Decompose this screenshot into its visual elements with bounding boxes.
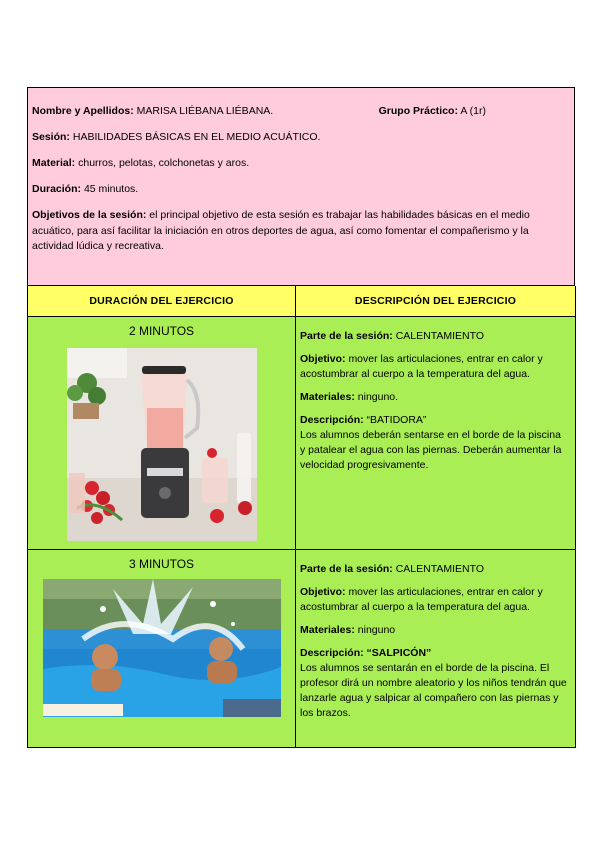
practice-group: Grupo Práctico: A (1r) bbox=[378, 105, 486, 117]
duration-row: Duración: 45 minutos. bbox=[32, 183, 139, 195]
exercise-1-description-cell bbox=[296, 317, 576, 550]
pool-splash-image bbox=[43, 579, 281, 717]
exercise-1-description: Descripción: “BATIDORA” Los alumnos deberán sentarse en el borde de la piscina y patalear el agua con las piernas. Deberán aumentar la velocidad progresivamente. bbox=[300, 414, 562, 471]
exercise-1-part: Parte de la sesión: CALENTAMIENTO bbox=[300, 330, 485, 342]
exercise-1-duration-cell bbox=[28, 317, 296, 550]
exercise-table bbox=[27, 286, 575, 748]
exercise-2-part: Parte de la sesión: CALENTAMIENTO bbox=[300, 563, 485, 575]
student-name: Nombre y Apellidos: MARISA LIÉBANA LIÉBANA. bbox=[32, 105, 274, 117]
session-sheet bbox=[27, 87, 575, 748]
exercise-2-duration-cell bbox=[28, 550, 296, 748]
exercise-2-objective: Objetivo: mover las articulaciones, entrar en calor y acostumbrar al cuerpo a la temperatura del agua. bbox=[300, 586, 543, 613]
session-row: Sesión: HABILIDADES BÁSICAS EN EL MEDIO ACUÁTICO. bbox=[32, 131, 321, 143]
description-column-header: DESCRIPCIÓN DEL EJERCICIO bbox=[296, 286, 576, 317]
exercise-1-duration: 2 MINUTOS bbox=[128, 324, 195, 338]
exercise-2-materials: Materiales: ninguno bbox=[300, 624, 396, 636]
exercise-2-description: Descripción: “SALPICÓN” Los alumnos se sentarán en el borde de la piscina. El profesor dirá un nombre aleatorio y los niños tendrán que lanzarle agua y salpicar al compañero con las piernas y los brazos. bbox=[300, 647, 567, 719]
name-row bbox=[32, 104, 566, 118]
exercise-1-materials: Materiales: ninguno. bbox=[300, 391, 399, 403]
exercise-2-description-cell bbox=[296, 550, 576, 748]
material-row: Material: churros, pelotas, colchonetas y aros. bbox=[32, 157, 250, 169]
objectives-row: Objetivos de la sesión: el principal objetivo de esta sesión es trabajar las habilidades básicas en el medio acuático, para así facilitar la iniciación en otros deportes de agua, así como fomentar el compañerismo y la actividad lúdica y recreativa. bbox=[32, 209, 530, 252]
session-header bbox=[27, 87, 575, 286]
exercise-1-objective: Objetivo: mover las articulaciones, entrar en calor y acostumbrar al cuerpo a la temperatura del agua. bbox=[300, 353, 543, 380]
blender-image bbox=[67, 348, 257, 541]
exercise-2-duration: 3 MINUTOS bbox=[128, 557, 195, 571]
duration-column-header: DURACIÓN DEL EJERCICIO bbox=[28, 286, 296, 317]
